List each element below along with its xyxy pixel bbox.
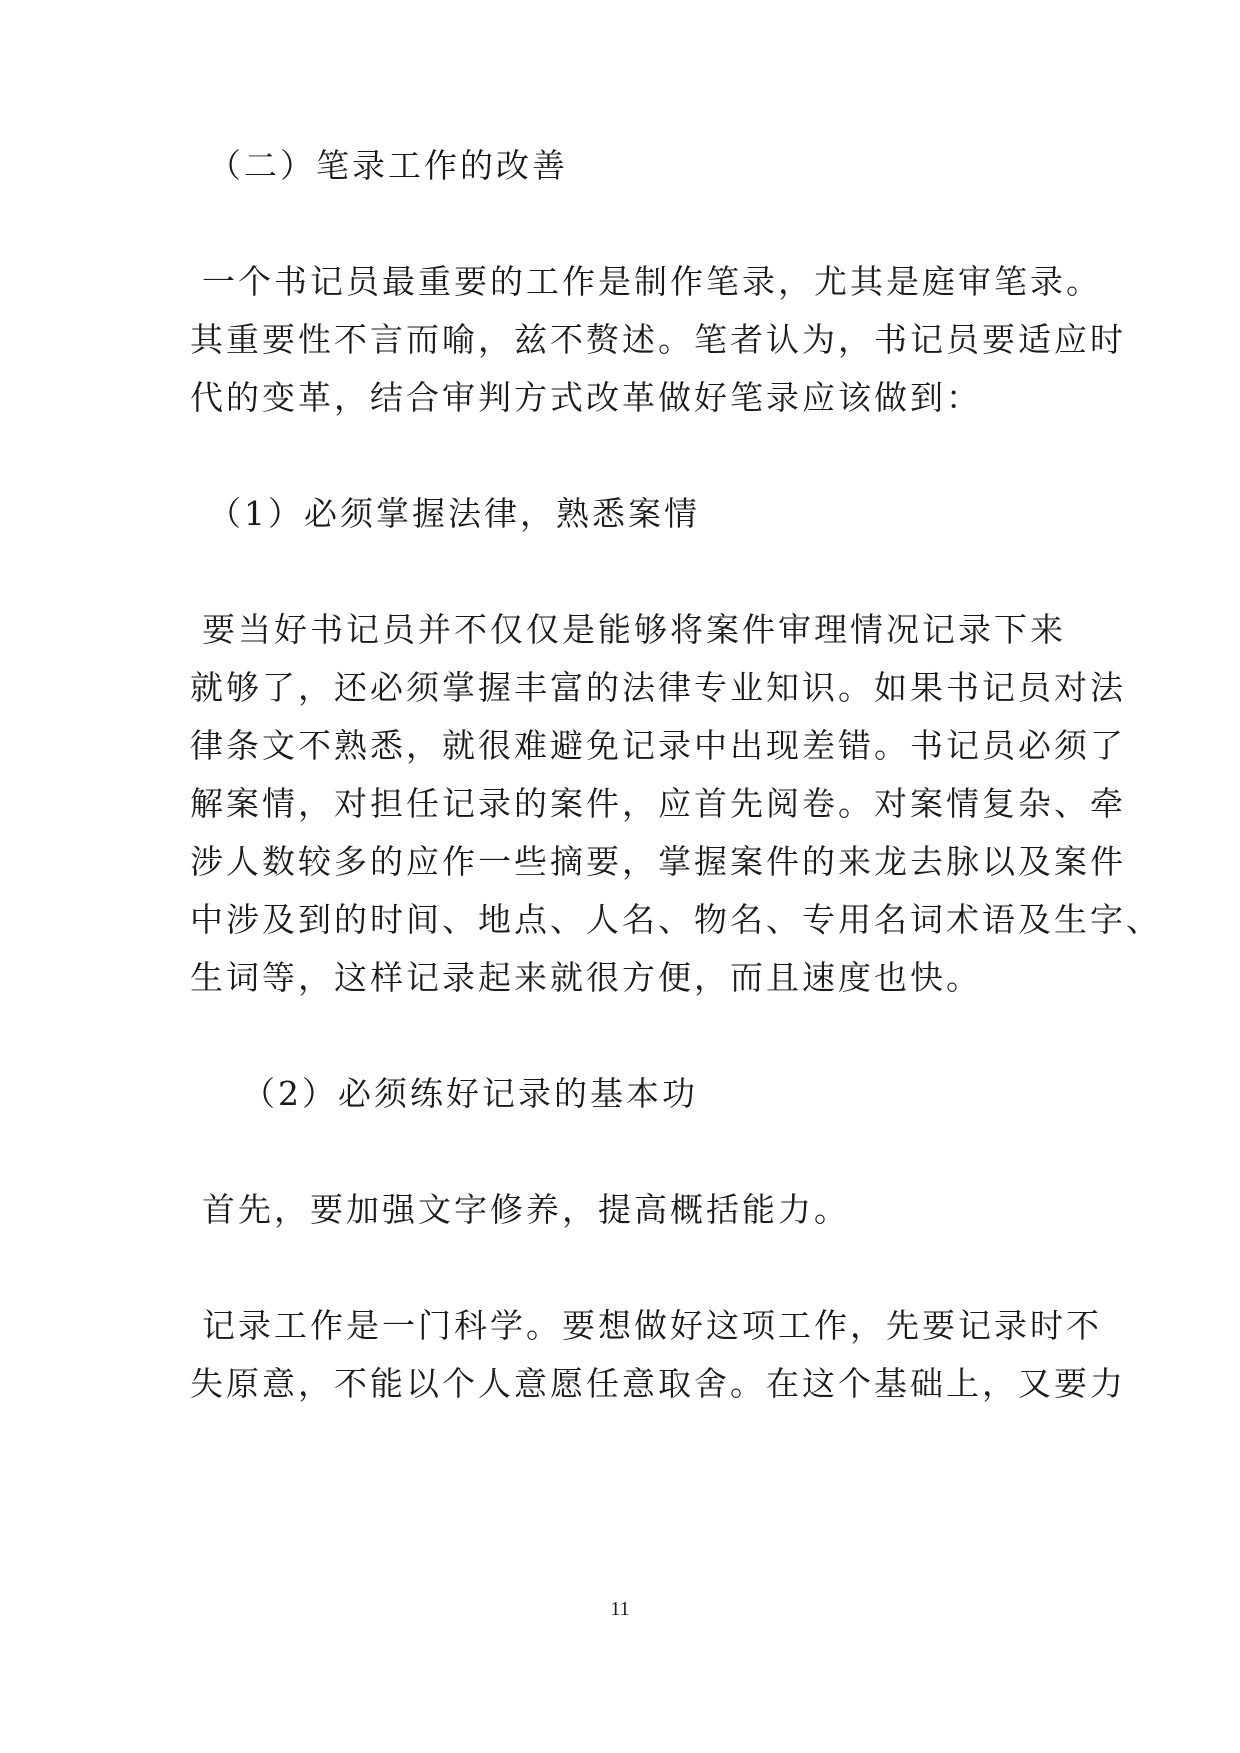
- subheading: （1）必须掌握法律，熟悉案情: [208, 494, 700, 533]
- paragraph-line: 代的变革，结合审判方式改革做好笔录应该做到：: [190, 378, 982, 417]
- paragraph-line: 其重要性不言而喻，兹不赘述。笔者认为，书记员要适应时: [190, 320, 1126, 359]
- paragraph-line: 就够了，还必须掌握丰富的法律专业知识。如果书记员对法: [190, 668, 1126, 707]
- paragraph-line: 要当好书记员并不仅仅是能够将案件审理情况记录下来: [202, 610, 1066, 649]
- paragraph-line: 失原意，不能以个人意愿任意取舍。在这个基础上，又要力: [190, 1364, 1126, 1403]
- paragraph-line: 生词等，这样记录起来就很方便，而且速度也快。: [190, 958, 982, 997]
- paragraph-line: 涉人数较多的应作一些摘要，掌握案件的来龙去脉以及案件: [190, 842, 1126, 881]
- paragraph-line: 记录工作是一门科学。要想做好这项工作，先要记录时不: [202, 1306, 1102, 1345]
- paragraph-line: 律条文不熟悉，就很难避免记录中出现差错。书记员必须了: [190, 726, 1126, 765]
- paragraph-line: 首先，要加强文字修养，提高概括能力。: [202, 1190, 850, 1229]
- section-heading: （二）笔录工作的改善: [208, 146, 568, 185]
- page-number: 11: [610, 1598, 630, 1620]
- subheading: （2）必须练好记录的基本功: [242, 1074, 698, 1113]
- paragraph-line: 解案情，对担任记录的案件，应首先阅卷。对案情复杂、牵: [190, 784, 1126, 823]
- paragraph-line: 一个书记员最重要的工作是制作笔录，尤其是庭审笔录。: [202, 262, 1102, 301]
- paragraph-line: 中涉及到的时间、地点、人名、物名、专用名词术语及生字、: [190, 900, 1162, 939]
